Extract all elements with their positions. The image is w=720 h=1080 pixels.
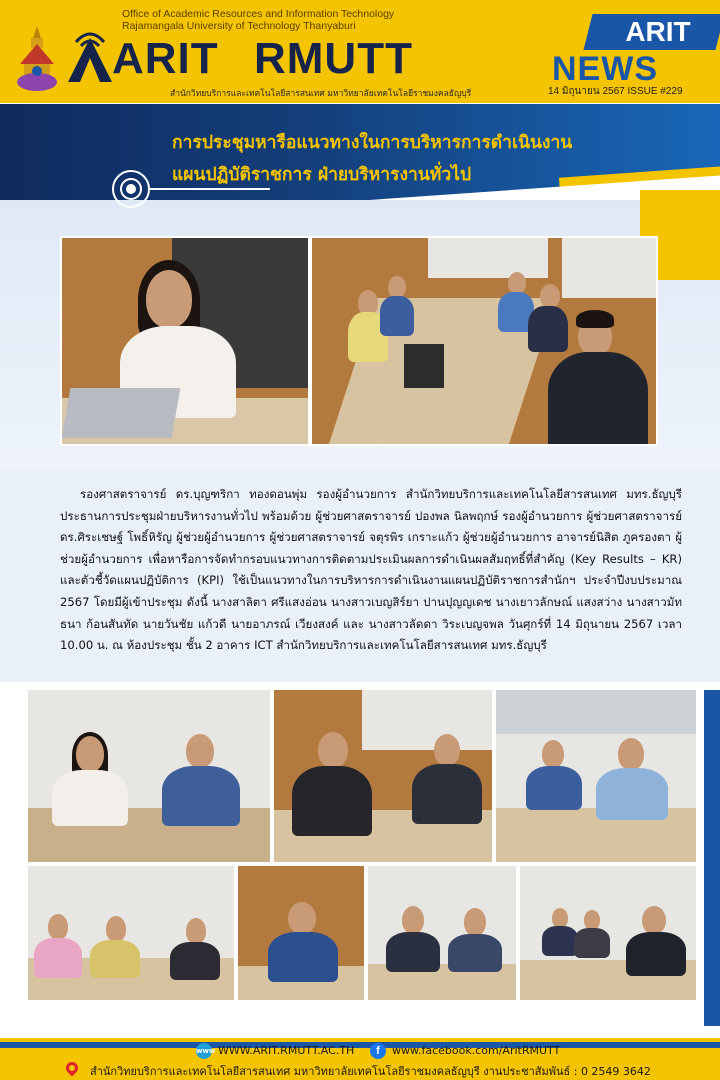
arit-rmutt-logo (66, 24, 456, 84)
org-en-line1: Office of Academic Resources and Information Technology (122, 8, 395, 20)
photo-two-participants (26, 688, 272, 864)
article-text: รองศาสตราจารย์ ดร.บุญฑริกา ทองดอนพุ่ม รองผู้อำนวยการ สำนักวิทยบริการและเทคโนโลยีสารสนเทศ มทร.ธัญบุรี ประธานการประชุมฝ่ายบริหารงานทั่วไป พร้อมด้วย ผู้ช่วยศาสตราจารย์ ปองพล นิลพฤกษ์ รองผู้อำนวยการ ผู้ช่วยศาสตราจารย์ ดร.ศิระเชษฐ์ โพธิ์หิรัญ ผู้ช่วยผู้อำนวยการ ผู้ช่วยศาสตราจารย์ จตุรพิร เกราะแก้ว ผู้ช่วยผู้อำนวยการ อาจารย์นิสิต ภูครองตา ผู้ช่วยผู้อำนวยการ เพื่อหารือการจัดทำกรอบแนวทางการติดตามประเมินผลการดำเนินผลสัมฤทธิ์ที่สำคัญ (Key Results – KR) และตัวชี้วัดแผนปฏิบัติการ (KPI) ใช้เป็นแนวทางในการบริหารการดำเนินงานแผนปฏิบัติราชการสำนักฯ ประจำปีงบประมาณ 2567 โดยมีผู้เข้าประชุม ดังนี้ นางสาลิตา ศรีแสงอ่อน นางสาวเบญสิร์ยา ปานปุญญเดช นางเยาวลักษณ์ แสงสว่าง นางสาวมัทธนา ก้อนสันทัด นายวันชัย แก้วดี นายอาภรณ์ เวียงสงค์ และ นางสาวลัดดา วิระเบญจพล วันศุกร์ที่ 14 มิถุนายน 2567 เวลา 10.00 น. ณ ห้องประชุม ชั้น 2 อาคาร ICT สำนักวิทยบริการและเทคโนโลยีสารสนเทศ มทร.ธัญบุรี (60, 487, 682, 653)
org-en-line2: Rajamangala University of Technology Thanyaburi (122, 20, 356, 32)
photo-wide-meeting (518, 864, 698, 1002)
brand-rmutt: RMUTT (254, 34, 413, 83)
brand-arit: ARIT (112, 34, 219, 83)
article-body (0, 470, 720, 682)
headline-line2: แผนปฏิบัติราชการ ฝ่ายบริหารงานทั่วไป (172, 165, 472, 185)
target-line (150, 188, 270, 190)
arit-badge-label: ARIT (625, 16, 691, 47)
photo-three-women (26, 864, 236, 1002)
photo-two-women-laptop (366, 864, 518, 1002)
facebook-link[interactable]: www.facebook.com/AritRMUTT (392, 1044, 561, 1057)
photo-two-men-suits (272, 688, 494, 864)
photo-chairperson (60, 236, 310, 446)
www-icon: www (196, 1043, 212, 1059)
photo-meeting-table (310, 236, 658, 446)
organization-name-th: สำนักวิทยบริการและเทคโนโลยีสารสนเทศ มหาวิทยาลัยเทคโนโลยีราชมงคลธัญบุรี (170, 89, 472, 99)
facebook-icon: f (370, 1043, 386, 1059)
footer-address: สำนักวิทยบริการและเทคโนโลยีสารสนเทศ มหาวิทยาลัยเทคโนโลยีราชมงคลธัญบุรี งานประชาสัมพันธ์ : 0 2549 3642 (90, 1065, 651, 1078)
blue-edge-bar (704, 690, 720, 1026)
photo-man-blue-shirt (236, 864, 366, 1002)
headline-line1: การประชุมหารือแนวทางในการบริหารการดำเนินงาน (172, 133, 573, 153)
target-icon (112, 170, 150, 208)
issue-date: 14 มิถุนายน 2567 ISSUE #229 (548, 86, 683, 97)
masthead (0, 0, 720, 103)
photo-two-men-window (494, 688, 698, 864)
website-link[interactable]: WWW.ARIT.RMUTT.AC.TH (218, 1044, 355, 1057)
wifi-arch-icon (66, 28, 114, 82)
news-label: NEWS (552, 50, 658, 88)
university-seal-icon (14, 24, 60, 94)
